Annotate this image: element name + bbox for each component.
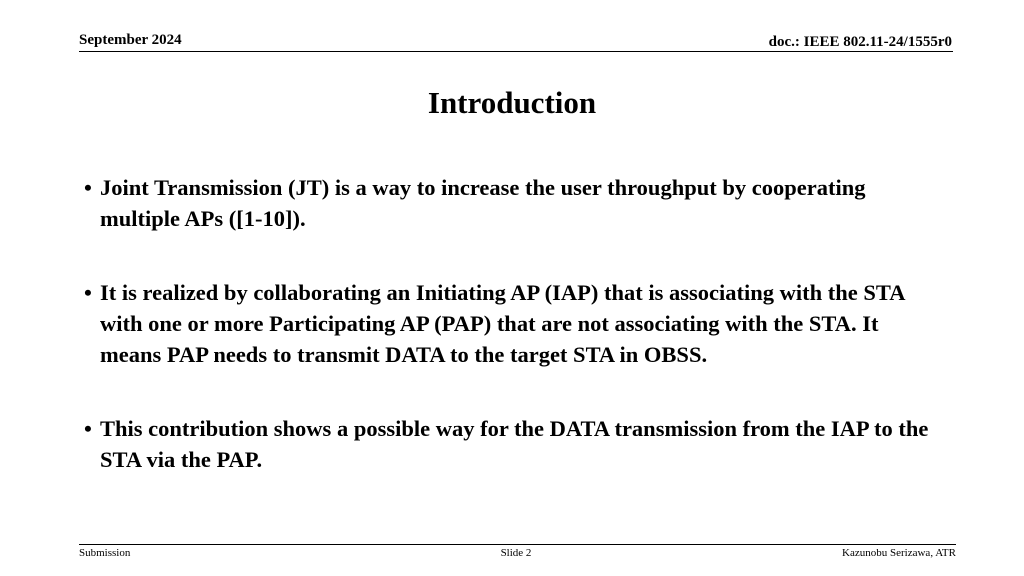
footer-submission: Submission (79, 547, 131, 559)
bullet-text-1: Joint Transmission (JT) is a way to increase the user throughput by cooperating multiple APs ([1-10]). (100, 175, 866, 231)
header-doc-id: doc.: IEEE 802.11-24/1555r0 (768, 34, 952, 50)
bullet-text-3: This contribution shows a possible way for the DATA transmission from the IAP to the STA via the PAP. (100, 416, 929, 472)
header-divider (79, 51, 953, 52)
slide-title: Introduction (427, 85, 597, 120)
bullet-item-1 (84, 172, 944, 234)
header-date: September 2024 (79, 32, 182, 48)
footer-slide-number: Slide 2 (500, 547, 532, 559)
footer-author: Kazunobu Serizawa, ATR (842, 547, 956, 559)
bullet-text-2: It is realized by collaborating an Initiating AP (IAP) that is associating with the STA with one or more Participating AP (PAP) that are not associating with the STA. It means PAP needs to transmit DATA to the target STA in OBSS. (100, 280, 905, 367)
bullet-list (84, 172, 944, 518)
bullet-icon: • (84, 175, 92, 200)
bullet-item-2 (84, 277, 944, 370)
bullet-item-3 (84, 413, 944, 475)
bullet-icon: • (84, 416, 92, 441)
footer-divider (79, 544, 956, 545)
bullet-icon: • (84, 280, 92, 305)
